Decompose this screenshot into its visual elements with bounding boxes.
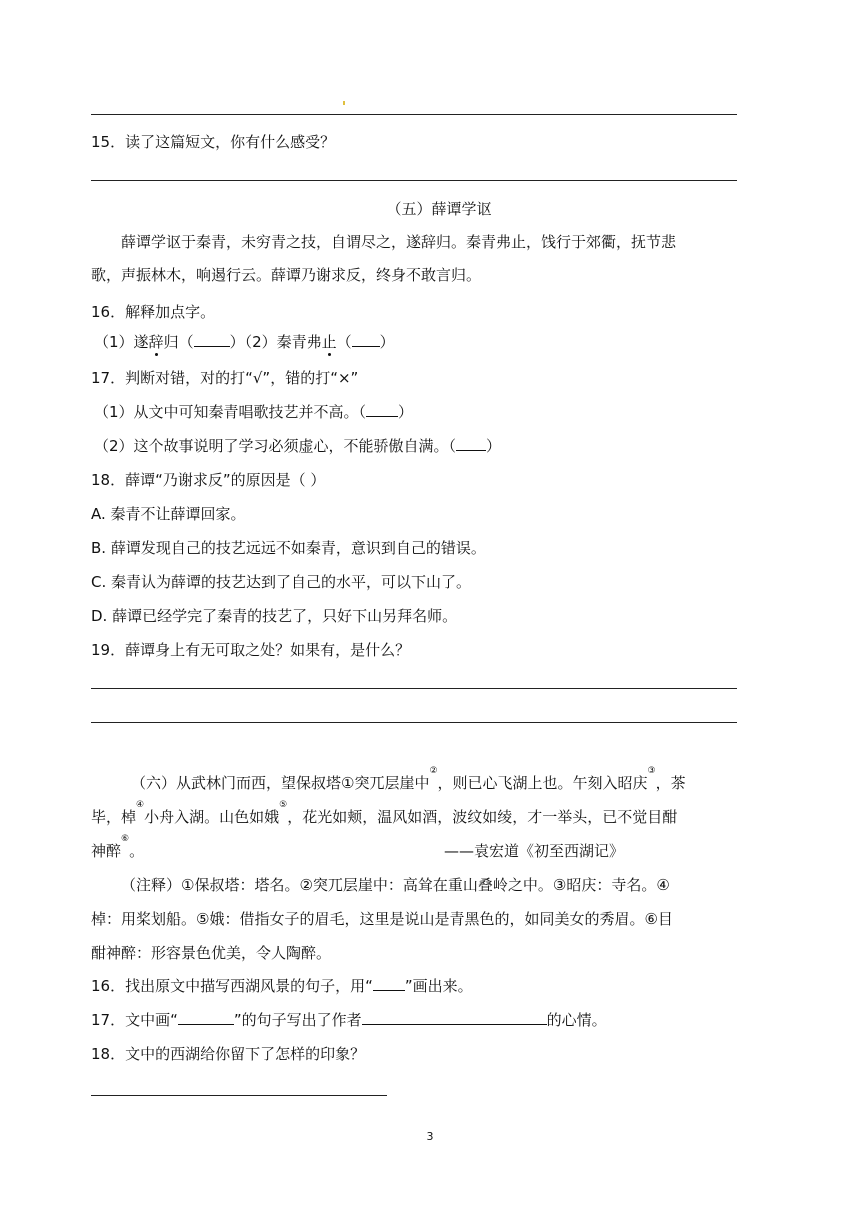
question-17-1 (94, 402, 413, 422)
question-18b: 18．文中的西湖给你留下了怎样的印象？ (91, 1045, 366, 1063)
q16-mid: ）（2）秦青弗 (229, 333, 322, 351)
question-17b (91, 1010, 607, 1030)
q16-item1-prefix: （1）遂 (94, 333, 149, 351)
passage-6-text: ，茶 (655, 774, 686, 792)
q17b-text: 的心情。 (546, 1011, 607, 1029)
option-b: B. 薛谭发现自己的技艺远远不如秦青，意识到自己的错误。 (91, 539, 486, 557)
passage-5-line-1: 薛谭学讴于秦青，未穷青之技，自谓尽之，遂辞归。秦青弗止，饯行于郊衢，抚节悲 (121, 233, 677, 251)
q16-item2-suffix: （ (336, 333, 352, 351)
passage-6-text: （六）从武林门而西，望保叔塔①突兀层崖中 (131, 774, 430, 792)
blank-1 (194, 332, 230, 347)
q17-2-text: （2）这个故事说明了学习必须虚心，不能骄傲自满。（ (94, 437, 457, 455)
q16b-text: 16．找出原文中描写西湖风景的句子，用“ (91, 977, 373, 995)
footnote-ref: ⑥ (121, 834, 130, 844)
passage-6-text: 神醉 (91, 842, 122, 860)
passage-6-text: 。 (129, 842, 145, 860)
q17-1-text: （1）从文中可知秦青唱歌技艺并不高。（ (94, 403, 367, 421)
note-line-2: 棹：用桨划船。⑤娥：借指女子的眉毛，这里是说山是青黑色的，如同美女的秀眉。⑥目 (91, 910, 673, 928)
option-a: A. 秦青不让薛谭回家。 (91, 505, 246, 523)
blank-3 (366, 402, 398, 417)
blank-5 (373, 976, 405, 991)
answer-line (91, 688, 737, 689)
passage-6-line-2 (91, 800, 771, 834)
question-16b (91, 976, 473, 996)
answer-line (91, 1095, 387, 1096)
passage-6-line-3 (91, 834, 771, 868)
paren-close: ） (379, 333, 395, 351)
stray-mark (343, 101, 345, 105)
question-16-items (94, 332, 395, 352)
passage-6-line-1 (91, 766, 771, 800)
passage-6-text: 小舟入湖。山色如娥 (144, 808, 280, 826)
dotted-char-ci: 辞 (148, 333, 164, 351)
question-19: 19．薛谭身上有无可取之处？如果有，是什么？ (91, 641, 411, 659)
paren-close: ） (486, 437, 502, 455)
answer-line (91, 180, 737, 181)
blank-7 (362, 1010, 547, 1025)
footnote-ref: ② (429, 766, 438, 776)
passage-6 (91, 766, 771, 868)
q17b-text: ”的句子写出了作者 (233, 1011, 362, 1029)
option-d: D. 薛谭已经学完了秦青的技艺了，只好下山另拜名师。 (91, 607, 458, 625)
option-c: C. 秦青认为薛谭的技艺达到了自己的水平，可以下山了。 (91, 573, 472, 591)
passage-6-text: ，花光如颊，温风如酒，波纹如绫，才一举头，已不觉目酣 (287, 808, 678, 826)
page-number: 3 (426, 1130, 434, 1143)
footnote-ref: ③ (647, 766, 656, 776)
blank-2 (352, 332, 380, 347)
dotted-char-zhi: 止 (321, 333, 337, 351)
footnote-ref: ④ (136, 800, 145, 810)
passage-6-text: 毕，棹 (91, 808, 137, 826)
author-attribution: ——袁宏道《初至西湖记》 (444, 842, 625, 860)
blank-4 (456, 436, 486, 451)
q17b-text: 17．文中画“ (91, 1011, 178, 1029)
q16-item1-suffix: 归（ (163, 333, 194, 351)
passage-5 (91, 226, 771, 292)
footnote-ref: ⑤ (279, 800, 288, 810)
answer-line (91, 114, 737, 115)
annotations (91, 868, 771, 970)
answer-line (91, 722, 737, 723)
question-17: 17．判断对错，对的打“√”，错的打“×” (91, 369, 359, 387)
passage-6-text: ，则已心飞湖上也。午刻入昭庆 (437, 774, 648, 792)
question-17-2 (94, 436, 501, 456)
passage-5-line-2: 歌，声振林木，响遏行云。薛谭乃谢求反，终身不敢言归。 (91, 266, 482, 284)
section-title-5: （五）薛谭学讴 (386, 200, 492, 218)
blank-6 (178, 1010, 234, 1025)
q16b-text: ”画出来。 (404, 977, 473, 995)
note-line-1: （注释）①保叔塔：塔名。②突兀层崖中：高耸在重山叠岭之中。③昭庆：寺名。④ (121, 876, 670, 894)
question-18: 18．薛谭“乃谢求反”的原因是（ ） (91, 471, 326, 489)
paren-close: ） (398, 403, 414, 421)
question-15: 15．读了这篇短文，你有什么感受？ (91, 133, 336, 151)
note-line-3: 酣神醉：形容景色优美，令人陶醉。 (91, 944, 332, 962)
question-16: 16．解释加点字。 (91, 303, 216, 321)
